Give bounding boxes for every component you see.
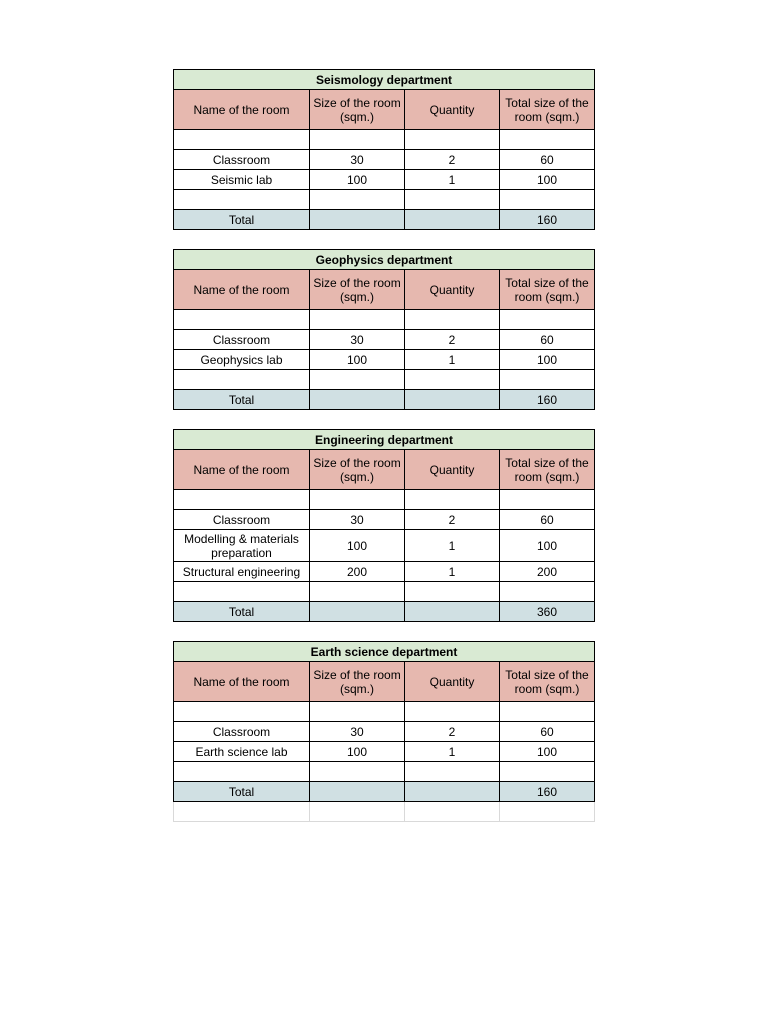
empty-cell[interactable] (405, 702, 500, 722)
quantity-cell[interactable]: 2 (405, 150, 500, 170)
empty-cell[interactable] (310, 802, 405, 822)
department-rooms-table (173, 69, 595, 822)
column-header[interactable]: Size of the room (sqm.) (310, 662, 405, 702)
room-row (174, 722, 595, 742)
room-size-cell[interactable]: 100 (310, 530, 405, 562)
department-title-row (174, 250, 595, 270)
total-empty-cell[interactable] (310, 602, 405, 622)
total-size-cell[interactable]: 60 (500, 510, 595, 530)
section-gap-row (174, 230, 595, 250)
total-empty-cell[interactable] (405, 782, 500, 802)
total-row (174, 390, 595, 410)
column-header[interactable]: Size of the room (sqm.) (310, 450, 405, 490)
room-row (174, 562, 595, 582)
room-size-cell[interactable]: 100 (310, 170, 405, 190)
room-row (174, 742, 595, 762)
total-size-cell[interactable]: 100 (500, 742, 595, 762)
total-size-cell[interactable]: 60 (500, 722, 595, 742)
empty-cell[interactable] (405, 130, 500, 150)
room-name-cell[interactable]: Seismic lab (174, 170, 310, 190)
total-label[interactable]: Total (174, 390, 310, 410)
quantity-cell[interactable]: 1 (405, 530, 500, 562)
total-label[interactable]: Total (174, 210, 310, 230)
empty-cell[interactable] (174, 762, 310, 782)
empty-cell[interactable] (500, 762, 595, 782)
column-header[interactable]: Name of the room (174, 270, 310, 310)
empty-row (174, 310, 595, 330)
column-header[interactable]: Total size of the room (sqm.) (500, 90, 595, 130)
quantity-cell[interactable]: 1 (405, 350, 500, 370)
room-size-cell[interactable]: 30 (310, 510, 405, 530)
empty-cell[interactable] (500, 702, 595, 722)
quantity-cell[interactable]: 2 (405, 722, 500, 742)
empty-cell[interactable] (500, 582, 595, 602)
empty-row (174, 370, 595, 390)
column-header[interactable]: Size of the room (sqm.) (310, 90, 405, 130)
total-size-cell[interactable]: 60 (500, 150, 595, 170)
gap-cell[interactable] (174, 622, 595, 642)
total-empty-cell[interactable] (310, 390, 405, 410)
column-header[interactable]: Quantity (405, 90, 500, 130)
column-header[interactable]: Total size of the room (sqm.) (500, 450, 595, 490)
department-title-row (174, 430, 595, 450)
room-name-cell[interactable]: Geophysics lab (174, 350, 310, 370)
empty-cell[interactable] (405, 370, 500, 390)
total-empty-cell[interactable] (405, 210, 500, 230)
department-title[interactable]: Seismology department (174, 70, 595, 90)
empty-cell[interactable] (310, 310, 405, 330)
gap-cell[interactable] (174, 230, 595, 250)
empty-cell[interactable] (174, 702, 310, 722)
empty-row (174, 190, 595, 210)
department-title-row (174, 642, 595, 662)
room-name-cell[interactable]: Classroom (174, 150, 310, 170)
room-name-cell[interactable]: Modelling & materials preparation (174, 530, 310, 562)
total-empty-cell[interactable] (310, 782, 405, 802)
section-gap-row (174, 622, 595, 642)
room-name-cell[interactable]: Earth science lab (174, 742, 310, 762)
empty-cell[interactable] (405, 582, 500, 602)
column-header[interactable]: Quantity (405, 270, 500, 310)
room-name-cell[interactable]: Classroom (174, 330, 310, 350)
quantity-cell[interactable]: 1 (405, 742, 500, 762)
column-header[interactable]: Name of the room (174, 450, 310, 490)
quantity-cell[interactable]: 2 (405, 510, 500, 530)
total-row (174, 210, 595, 230)
total-size-cell[interactable]: 200 (500, 562, 595, 582)
empty-cell[interactable] (174, 490, 310, 510)
empty-cell[interactable] (405, 490, 500, 510)
room-size-cell[interactable]: 30 (310, 722, 405, 742)
empty-cell[interactable] (174, 310, 310, 330)
room-size-cell[interactable]: 200 (310, 562, 405, 582)
column-header-row (174, 270, 595, 310)
department-title[interactable]: Geophysics department (174, 250, 595, 270)
room-row (174, 330, 595, 350)
empty-cell[interactable] (174, 802, 310, 822)
room-row (174, 530, 595, 562)
room-size-cell[interactable]: 100 (310, 350, 405, 370)
empty-cell[interactable] (174, 370, 310, 390)
department-title-row (174, 70, 595, 90)
total-empty-cell[interactable] (310, 210, 405, 230)
column-header[interactable]: Total size of the room (sqm.) (500, 662, 595, 702)
empty-cell[interactable] (500, 370, 595, 390)
total-size-cell[interactable]: 100 (500, 530, 595, 562)
column-header[interactable]: Name of the room (174, 662, 310, 702)
empty-cell[interactable] (310, 762, 405, 782)
empty-cell[interactable] (310, 582, 405, 602)
column-header[interactable]: Size of the room (sqm.) (310, 270, 405, 310)
column-header[interactable]: Name of the room (174, 90, 310, 130)
empty-cell[interactable] (310, 130, 405, 150)
total-size-cell[interactable]: 100 (500, 350, 595, 370)
quantity-cell[interactable]: 1 (405, 562, 500, 582)
empty-cell[interactable] (174, 130, 310, 150)
empty-row (174, 582, 595, 602)
total-size-cell[interactable]: 60 (500, 330, 595, 350)
total-empty-cell[interactable] (405, 390, 500, 410)
total-value[interactable]: 160 (500, 390, 595, 410)
empty-row (174, 130, 595, 150)
quantity-cell[interactable]: 2 (405, 330, 500, 350)
section-gap-row (174, 410, 595, 430)
total-row (174, 782, 595, 802)
empty-cell[interactable] (500, 802, 595, 822)
total-label[interactable]: Total (174, 602, 310, 622)
total-value[interactable]: 160 (500, 210, 595, 230)
total-value[interactable]: 360 (500, 602, 595, 622)
empty-cell[interactable] (500, 190, 595, 210)
empty-row (174, 762, 595, 782)
room-row (174, 170, 595, 190)
empty-cell[interactable] (310, 370, 405, 390)
total-size-cell[interactable]: 100 (500, 170, 595, 190)
room-name-cell[interactable]: Structural engineering (174, 562, 310, 582)
total-row (174, 602, 595, 622)
room-name-cell[interactable]: Classroom (174, 722, 310, 742)
empty-cell[interactable] (405, 762, 500, 782)
room-row (174, 150, 595, 170)
empty-cell[interactable] (310, 702, 405, 722)
empty-cell[interactable] (500, 130, 595, 150)
column-header-row (174, 450, 595, 490)
empty-row (174, 802, 595, 822)
empty-cell[interactable] (405, 802, 500, 822)
empty-cell[interactable] (310, 190, 405, 210)
empty-cell[interactable] (174, 190, 310, 210)
empty-cell[interactable] (405, 310, 500, 330)
gap-cell[interactable] (174, 410, 595, 430)
column-header[interactable]: Quantity (405, 450, 500, 490)
empty-cell[interactable] (500, 490, 595, 510)
empty-row (174, 702, 595, 722)
room-row (174, 350, 595, 370)
room-size-cell[interactable]: 30 (310, 330, 405, 350)
empty-cell[interactable] (174, 582, 310, 602)
department-title[interactable]: Earth science department (174, 642, 595, 662)
column-header[interactable]: Quantity (405, 662, 500, 702)
room-name-cell[interactable]: Classroom (174, 510, 310, 530)
quantity-cell[interactable]: 1 (405, 170, 500, 190)
column-header-row (174, 90, 595, 130)
empty-cell[interactable] (500, 310, 595, 330)
total-value[interactable]: 160 (500, 782, 595, 802)
room-row (174, 510, 595, 530)
room-size-cell[interactable]: 30 (310, 150, 405, 170)
empty-row (174, 490, 595, 510)
total-label[interactable]: Total (174, 782, 310, 802)
column-header[interactable]: Total size of the room (sqm.) (500, 270, 595, 310)
empty-cell[interactable] (405, 190, 500, 210)
empty-cell[interactable] (310, 490, 405, 510)
room-size-cell[interactable]: 100 (310, 742, 405, 762)
column-header-row (174, 662, 595, 702)
department-title[interactable]: Engineering department (174, 430, 595, 450)
total-empty-cell[interactable] (405, 602, 500, 622)
